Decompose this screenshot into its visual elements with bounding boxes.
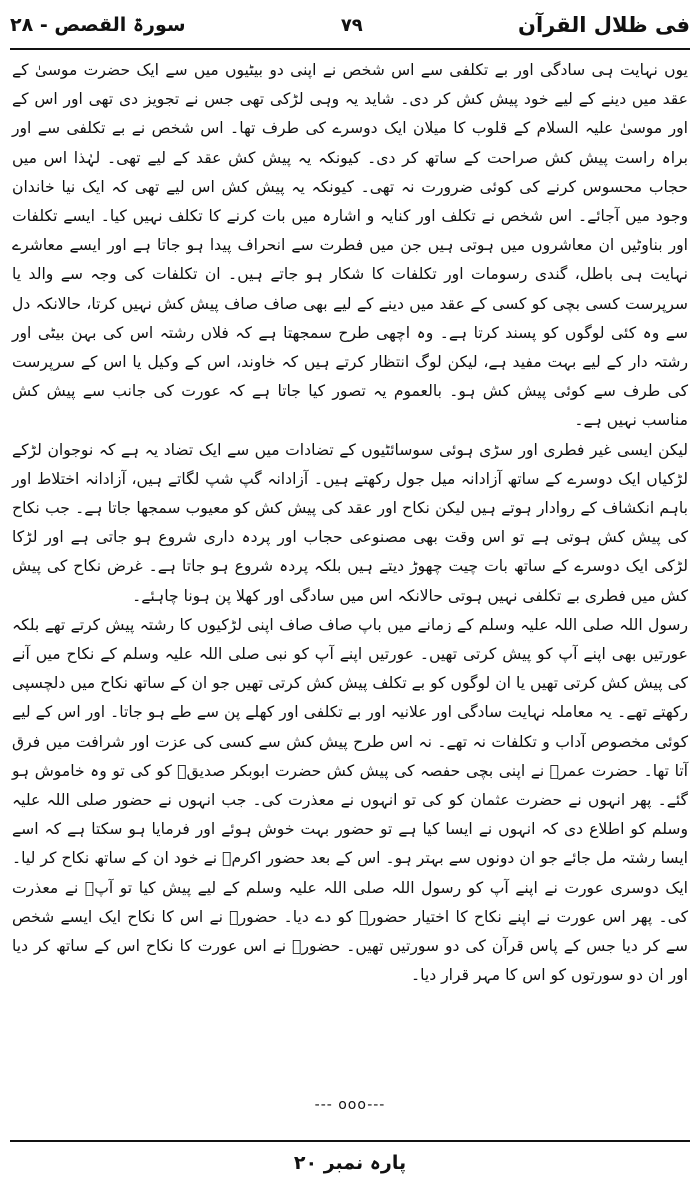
section-separator: --- ooo---: [314, 1097, 386, 1113]
header-book-title: فی ظلال القرآن: [518, 13, 690, 37]
paragraph: یوں نہایت ہی سادگی اور بے تکلفی سے اس شخص نے اپنی دو بیٹیوں میں سے ایک حضرت موسیٰ کے عقد میں دینے کے لیے خود پیش کش کر دی۔ شاید یہ وہی لڑکی تھی جس نے تجویز دی تھی اور اس کے اور موسیٰ علیہ السلام کے قلوب کا میلان ایک دوسرے کی طرف تھا۔ اس شخص نے بے تکلفی سے اور براہ راست پیش کش صراحت کے ساتھ کر دی۔ کیونکہ یہ پیش کش عقد کے لیے تھی۔ لہٰذا اس میں حجاب محسوس کرنے کی کوئی ضرورت نہ تھی۔ کیونکہ یہ پیش کش اس لیے تھی کہ ایک نیا خاندان وجود میں آجائے۔ اس شخص نے تکلف اور کنایہ و اشارہ میں بات کرنے کا تکلف نہیں کیا۔ ایسے تکلفات اور بناوٹیں ان معاشروں میں ہوتی ہیں جن میں فطرت سے انحراف پیدا ہو جاتا ہے اور ایسے معاشرے نہایت ہی باطل، گندی رسومات اور تکلفات کا شکار ہو جاتے ہیں۔ ان تکلفات کی وجہ سے والد یا سرپرست کسی بچی کو کسی کے عقد میں دینے کے لیے بھی صاف صاف پیش کش نہیں کرتا، حالانکہ دل سے وہ کئی لوگوں کو پسند کرتا ہے۔ وہ اچھی طرح سمجھتا ہے کہ فلاں رشتہ اس کی بہن بیٹی اور رشتہ دار کے لیے بہت مفید ہے، لیکن لوگ انتظار کرتے ہیں کہ خاوند، اس کے وکیل یا اس کے سرپرست کی طرف سے کوئی پیش کش ہو۔ بالعموم یہ تصور کیا جاتا ہے کہ عورت کی جانب سے پیش کش مناسب نہیں ہے۔: [12, 61, 688, 430]
paragraph: رسول اللہ صلی اللہ علیہ وسلم کے زمانے میں باپ صاف صاف اپنی لڑکیوں کا رشتہ پیش کرتے تھے بلکہ عورتیں بھی اپنے آپ کو پیش کرتی تھیں۔ عورتیں اپنے آپ کو نبی صلی اللہ علیہ وسلم کے نکاح میں آنے کی پیش کش کرتی تھیں یا ان لوگوں کو بے تکلف پیش کش کرتی تھیں جو ان کے ساتھ نکاح میں دلچسپی رکھتے تھے۔ یہ معاملہ نہایت سادگی اور علانیہ اور بے تکلفی اور کھلے پن سے طے ہو جاتا۔ اور اس کے لیے کوئی مخصوص آداب و تکلفات نہ تھے۔ نہ اس طرح پیش کش سے کسی کی عزت اور شرافت میں فرق آتا تھا۔ حضرت عمرؓ نے اپنی بچی حفصہ کی پیش کش حضرت ابوبکر صدیقؓ کو کی تو وہ خاموش ہو گئے۔ پھر انہوں نے حضرت عثمان کو کی تو انہوں نے معذرت کی۔ جب انہوں نے حضور صلی اللہ علیہ وسلم کو اطلاع دی کہ انہوں نے ایسا کیا ہے تو حضور بہت خوش ہوئے اور فرمایا ہو سکتا ہے کہ اسے ایسا رشتہ مل جائے جو ان دونوں سے بہتر ہو۔ اس کے بعد حضور اکرمؐ نے خود ان کے ساتھ نکاح کر لیا۔ ایک دوسری عورت نے اپنے آپ کو رسول اللہ صلی اللہ علیہ وسلم کے لیے پیش کیا تو آپؐ نے معذرت کی۔ پھر اس عورت نے اپنے نکاح کا اختیار حضورؐ کو دے دیا۔ حضورؐ نے اس کا نکاح ایک ایسے شخص سے کر دیا جس کے پاس قرآن کی دو سورتیں تھیں۔ حضورؐ نے اس عورت کا نکاح اس کے ساتھ کر دیا اور ان دو سورتوں کو اس کا مہر قرار دیا۔: [12, 615, 688, 985]
running-header: [10, 6, 690, 44]
header-surah-name: سورۃ القصص - ۲۸: [10, 14, 186, 36]
header-page-number: ۷۹: [340, 14, 363, 36]
body-text: [12, 56, 688, 991]
header-rule: [10, 48, 690, 50]
footer-para-number: پارہ نمبر ۲۰: [293, 1152, 407, 1174]
footer-rule: [10, 1140, 690, 1142]
paragraph: لیکن ایسی غیر فطری اور سڑی ہوئی سوسائٹیوں کے تضادات میں سے ایک تضاد یہ ہے کہ نوجوان لڑکے لڑکیاں ایک دوسرے کے ساتھ آزادانہ میل جول رکھتے ہیں۔ آزادانہ گپ شپ لگاتے ہیں، آزادانہ اختلاط اور باہم انکشاف کے روادار ہوتے ہیں لیکن نکاح اور عقد کی پیش کش کو معیوب سمجھا جاتا ہے۔ جب نکاح کی پیش کش ہوتی ہے تو اس وقت بھی مصنوعی حجاب اور پردہ داری شروع ہو جاتی ہے اور لڑکا لڑکی ایک دوسرے کے ساتھ بات چیت چھوڑ دیتے ہیں بلکہ پردہ شروع ہو جاتا ہے۔ غرض نکاح کی پیش کش میں فطری بے تکلفی نہیں ہوتی حالانکہ اس میں سادگی اور کھلا پن ہونا چاہئے۔: [12, 440, 688, 605]
